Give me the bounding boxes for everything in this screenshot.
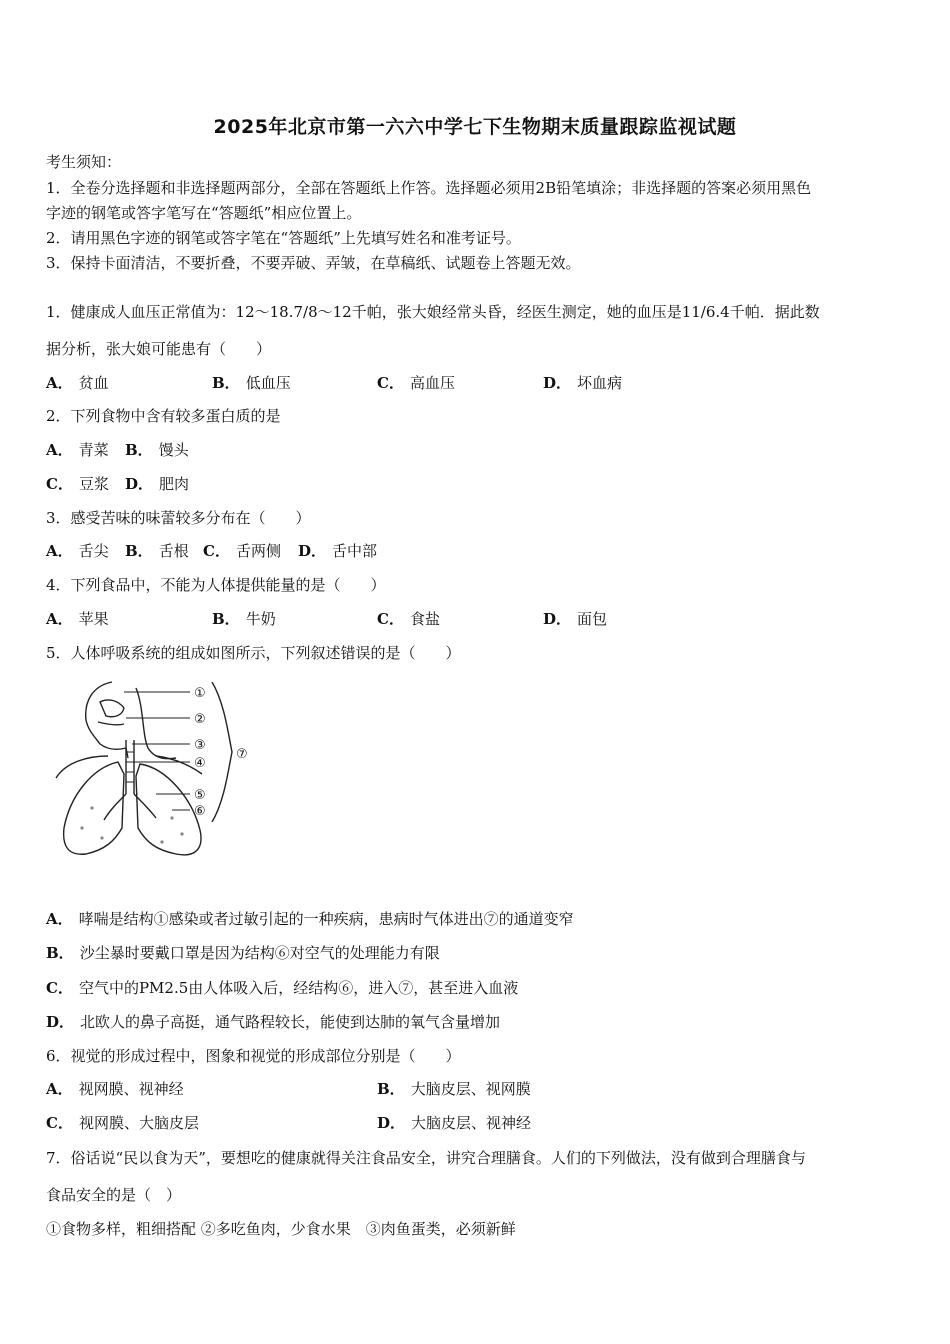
notice-item-1-line-2: 字迹的钢笔或答字笔写在“答题纸”相应位置上。: [46, 204, 362, 222]
option-label: D．: [543, 610, 572, 628]
option-label: D．: [46, 1013, 75, 1031]
figure-label-6: ⑥: [194, 804, 206, 819]
lung-texture: [170, 816, 173, 819]
option-label: B．: [125, 441, 153, 459]
question-6-option-b: [377, 1079, 531, 1099]
option-label: A．: [46, 910, 73, 928]
figure-label-3: ③: [194, 738, 206, 753]
figure-label-4: ④: [194, 756, 206, 771]
question-1-option-a: [46, 373, 109, 393]
question-5-option-c: [46, 978, 518, 998]
figure-label-5: ⑤: [194, 788, 206, 803]
option-label: A．: [46, 1080, 73, 1098]
question-1-stem-line-2: 据分析，张大娘可能患有（ ）: [46, 340, 272, 358]
option-text: 青菜: [78, 441, 109, 459]
option-label: C．: [377, 374, 404, 392]
question-4-option-d: [543, 609, 607, 629]
question-4-option-a: [46, 609, 109, 629]
lung-texture: [80, 826, 83, 829]
notice-item-2: 2．请用黑色字迹的钢笔或答字笔在“答题纸”上先填写姓名和准考证号。: [46, 229, 521, 247]
lung-texture: [90, 806, 93, 809]
brace: [212, 682, 232, 822]
question-7-stem-line-2: 食品安全的是（ ）: [46, 1186, 182, 1204]
question-3-stem: 3．感受苦味的味蕾较多分布在（ ）: [46, 509, 311, 527]
option-text: 肥肉: [159, 475, 190, 493]
option-label: C．: [377, 610, 404, 628]
option-text: 视网膜、视神经: [78, 1080, 184, 1098]
option-text: 舌根: [158, 542, 189, 560]
chest-outline: [56, 756, 202, 778]
question-1-stem-line-1: 1．健康成人血压正常值为：12～18.7/8～12千帕，张大娘经常头昏，经医生测定，她的血压是11/6.4千帕．据此数: [46, 303, 820, 321]
question-7-stem-line-1: 7．俗话说“民以食为天”，要想吃的健康就得关注食品安全，讲究合理膳食。人们的下列做法，没有做到合理膳食与: [46, 1149, 806, 1167]
mouth-cavity: [98, 722, 124, 725]
option-text: 大脑皮层、视神经: [411, 1114, 532, 1132]
neck-line: [136, 688, 176, 759]
option-label: C．: [46, 979, 73, 997]
head-outline: [86, 682, 128, 758]
question-4-stem: 4．下列食品中，不能为人体提供能量的是（ ）: [46, 576, 386, 594]
notice-heading: 考生须知：: [46, 153, 122, 171]
lung-texture: [180, 832, 183, 835]
option-label: B．: [46, 944, 74, 962]
option-text: 馒头: [158, 441, 189, 459]
question-6-stem: 6．视觉的形成过程中，图象和视觉的形成部位分别是（ ）: [46, 1047, 461, 1065]
question-5-stem: 5．人体呼吸系统的组成如图所示，下列叙述错误的是（ ）: [46, 644, 461, 662]
option-label: A．: [46, 542, 73, 560]
question-4-option-b: [212, 609, 276, 629]
notice-item-1-line-1: 1．全卷分选择题和非选择题两部分，全部在答题纸上作答。选择题必须用2B铅笔填涂；非选择题的答案必须用黑色: [46, 179, 812, 197]
bronchi: [104, 794, 156, 820]
option-text: 牛奶: [245, 610, 276, 628]
option-text: 空气中的PM2.5由人体吸入后，经结构⑥，进入⑦，甚至进入血液: [78, 979, 519, 997]
question-2-option-c: [46, 474, 109, 494]
option-text: 哮喘是结构①感染或者过敏引起的一种疾病，患病时气体进出⑦的通道变窄: [78, 910, 574, 928]
option-label: C．: [46, 1114, 73, 1132]
option-label: C．: [203, 542, 230, 560]
option-label: B．: [377, 1080, 405, 1098]
nasal-cavity: [100, 700, 124, 717]
question-6-option-a: [46, 1079, 184, 1099]
option-label: D．: [543, 374, 572, 392]
option-text: 高血压: [409, 374, 455, 392]
question-3-option-d: [298, 541, 377, 561]
option-text: 豆浆: [78, 475, 109, 493]
option-text: 舌两侧: [235, 542, 281, 560]
option-label: A．: [46, 374, 73, 392]
respiratory-system-figure: [52, 678, 262, 862]
question-5-option-b: [46, 943, 440, 963]
page-title: 2025年北京市第一六六中学七下生物期末质量跟踪监视试题: [213, 116, 737, 138]
figure-label-2: ②: [194, 712, 206, 727]
option-text: 视网膜、大脑皮层: [78, 1114, 199, 1132]
option-label: C．: [46, 475, 73, 493]
option-label: A．: [46, 441, 73, 459]
option-text: 沙尘暴时要戴口罩是因为结构⑥对空气的处理能力有限: [79, 944, 440, 962]
question-6-option-d: [377, 1113, 531, 1133]
option-text: 贫血: [78, 374, 109, 392]
option-label: B．: [212, 374, 240, 392]
option-text: 大脑皮层、视网膜: [410, 1080, 531, 1098]
notice-item-3: 3．保持卡面清洁，不要折叠，不要弄破、弄皱，在草稿纸、试题卷上答题无效。: [46, 254, 581, 272]
question-1-option-d: [543, 373, 622, 393]
question-3-option-c: [203, 541, 281, 561]
option-text: 北欧人的鼻子高挺，通气路程较长，能使到达肺的氧气含量增加: [80, 1013, 501, 1031]
question-4-option-c: [377, 609, 440, 629]
question-1-option-c: [377, 373, 455, 393]
option-label: B．: [125, 542, 153, 560]
lung-texture: [160, 840, 163, 843]
question-7-statements: ①食物多样，粗细搭配 ②多吃鱼肉，少食水果 ③肉鱼蛋类，必须新鲜: [46, 1220, 516, 1238]
question-3-option-b: [125, 541, 189, 561]
option-text: 舌尖: [78, 542, 109, 560]
option-label: D．: [125, 475, 154, 493]
figure-label-1: ①: [194, 686, 206, 701]
question-2-stem: 2．下列食物中含有较多蛋白质的是: [46, 407, 281, 425]
option-label: D．: [298, 542, 327, 560]
question-5-option-a: [46, 909, 574, 929]
figure-label-7: ⑦: [236, 747, 248, 762]
option-text: 面包: [577, 610, 608, 628]
question-3-option-a: [46, 541, 109, 561]
question-2-option-d: [125, 474, 189, 494]
option-text: 食盐: [409, 610, 440, 628]
question-2-option-a: [46, 440, 109, 460]
option-label: B．: [212, 610, 240, 628]
question-5-option-d: [46, 1012, 500, 1032]
option-text: 坏血病: [577, 374, 623, 392]
option-label: D．: [377, 1114, 406, 1132]
trachea: [126, 740, 134, 794]
question-6-option-c: [46, 1113, 199, 1133]
option-label: A．: [46, 610, 73, 628]
question-1-option-b: [212, 373, 291, 393]
left-lung: [64, 762, 124, 854]
option-text: 舌中部: [332, 542, 378, 560]
question-2-option-b: [125, 440, 189, 460]
option-text: 苹果: [78, 610, 109, 628]
right-lung: [136, 764, 201, 855]
lung-texture: [100, 836, 103, 839]
option-text: 低血压: [245, 374, 291, 392]
